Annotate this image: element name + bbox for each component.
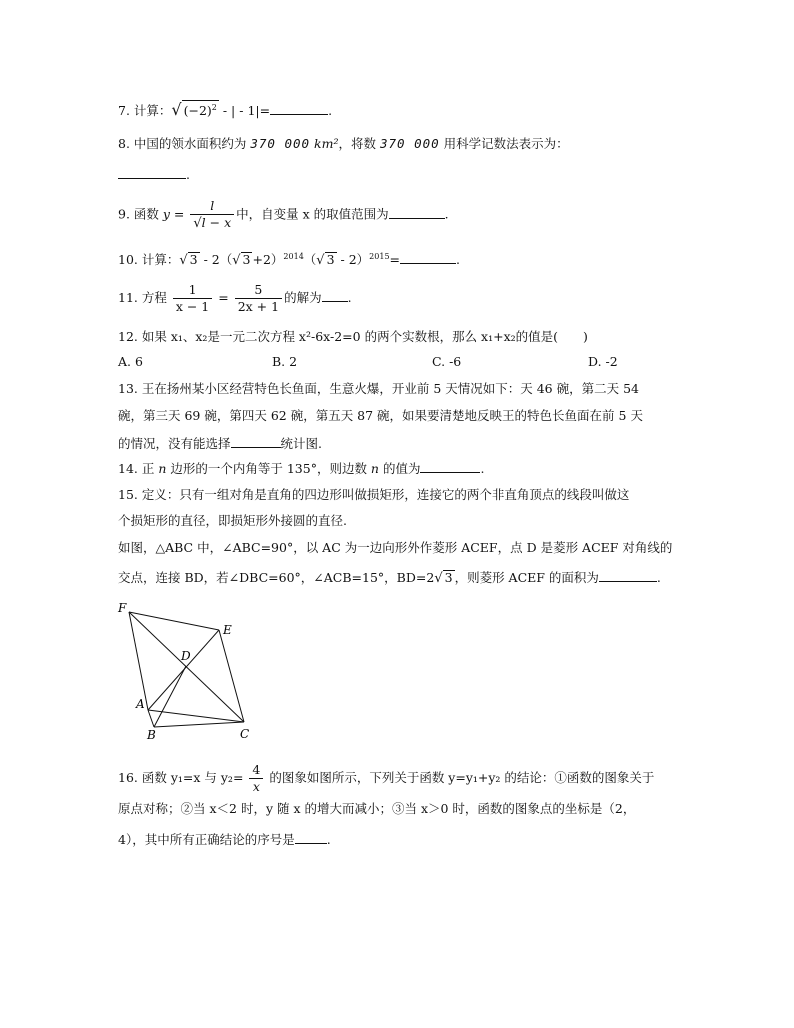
- q11-fraction-left: $\frac{1}{x - 1}$: [173, 282, 212, 315]
- q12-option-b: B. 2: [272, 354, 298, 369]
- q7-exp: 2: [211, 103, 217, 112]
- question-15-line-2: 个损矩形的直径，即损矩形外接圆的直径.: [118, 513, 347, 528]
- label-D: D: [181, 649, 191, 663]
- rhombus-figure: [110, 598, 270, 743]
- edge-FE: [129, 612, 219, 630]
- question-10: 10. 计算：√ 3 - 2（√ 3 +2）$^{2014}$（√ 3 - 2）$^{2015}$= .: [118, 252, 460, 269]
- q12-option-a: A. 6: [118, 354, 143, 369]
- q10-answer-blank: [400, 250, 456, 264]
- question-7: 7. 计算：√ $(-2)^2$ - | - 1|= .: [118, 100, 333, 120]
- q16-fraction: $\frac{4}{x}$: [249, 762, 263, 795]
- q7-expr: (−2): [183, 103, 212, 119]
- q8-answer-blank: [118, 165, 186, 179]
- q12-option-c: C. -6: [432, 354, 462, 369]
- label-F: F: [118, 601, 127, 615]
- question-13-line-3: 的情况，没有能选择 统计图.: [118, 436, 322, 451]
- q11-fraction-right: $\frac{5}{2x + 1}$: [235, 282, 282, 315]
- label-B: B: [147, 728, 156, 742]
- q8-number: 370 000: [379, 136, 440, 151]
- question-8-answer: .: [118, 165, 190, 184]
- question-13-line-1: 13. 王在扬州某小区经营特色长鱼面，生意火爆，开业前 5 天情况如下：天 46 碗，第二天 54: [118, 381, 639, 396]
- label-E: E: [223, 623, 232, 637]
- q12-option-d: D. -2: [588, 354, 618, 369]
- q7-answer-blank: [270, 101, 328, 115]
- question-15-line-3: 如图，△ABC 中，∠ABC=90°，以 AC 为一边向形外作菱形 ACEF，点 D 是菱形 ACEF 对角线的: [118, 540, 673, 555]
- q16-answer-blank: [295, 830, 327, 844]
- q8-area-number: 370 000: [250, 136, 311, 151]
- edge-AF: [129, 612, 148, 710]
- question-8: 8. 中国的领水面积约为 370 000 km²，将数 370 000 用科学记数法表示为：: [118, 136, 569, 151]
- q15-answer-blank: [599, 568, 657, 582]
- q9-answer-blank: [389, 205, 445, 219]
- question-9: 9. 函数 y = $\frac{l}{√l - x}$ 中，自变量 x 的取值范围为 .: [118, 198, 449, 231]
- q7-label: 7. 计算：: [118, 103, 172, 119]
- question-11: 11. 方程 $\frac{1}{x - 1}$ = $\frac{5}{2x + 1}$ 的解为 .: [118, 282, 352, 314]
- question-16-line-1: 16. 函数 y₁=x 与 y₂= $\frac{4}{x}$ 的图象如图所示，下列关于函数 y=y₁+y₂ 的结论：①函数的图象关于: [118, 762, 655, 794]
- question-14: 14. 正 n 边形的一个内角等于 135°，则边数 n 的值为 .: [118, 461, 485, 476]
- label-A: A: [136, 697, 145, 711]
- sqrt-symbol: √: [171, 100, 182, 120]
- edge-AB: [148, 710, 154, 727]
- question-12: 12. 如果 x₁、x₂是一元二次方程 x²-6x-2=0 的两个实数根，那么 x₁+x₂的值是( ): [118, 329, 588, 344]
- q11-answer-blank: [322, 288, 348, 302]
- label-C: C: [240, 727, 250, 741]
- edge-EC: [219, 630, 244, 722]
- q9-fraction: $\frac{l}{√l - x}$: [190, 198, 234, 232]
- q14-answer-blank: [420, 459, 480, 473]
- edge-BC: [154, 722, 244, 727]
- question-13-line-2: 碗，第三天 69 碗，第四天 62 碗，第五天 87 碗，如果要清楚地反映王的特色长鱼面在前 5 天: [118, 408, 643, 423]
- question-15-line-4: 交点，连接 BD，若∠DBC=60°，∠ACB=15°，BD=2√ 3 ，则菱形 ACEF 的面积为 .: [118, 570, 661, 586]
- question-16-line-3: 4），其中所有正确结论的序号是 .: [118, 832, 331, 847]
- segment-BD: [154, 666, 186, 727]
- question-15-line-1: 15. 定义：只有一组对角是直角的四边形叫做损矩形，连接它的两个非直角顶点的线段叫做这: [118, 487, 630, 502]
- question-16-line-2: 原点对称；②当 x＜2 时，y 随 x 的增大而减小；③当 x＞0 时，函数的图象点的坐标是（2，: [118, 801, 636, 816]
- q7-rest: - | - 1|=: [218, 103, 271, 119]
- q13-answer-blank: [231, 434, 281, 448]
